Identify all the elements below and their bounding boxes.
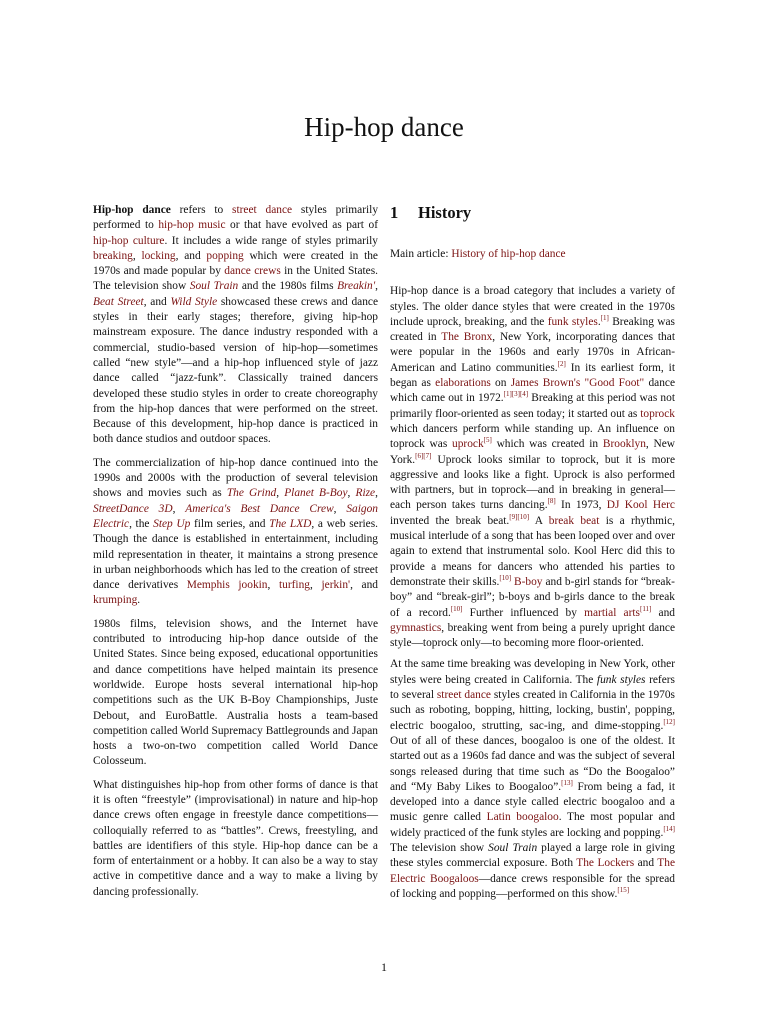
article-link[interactable]: krumping xyxy=(93,594,138,607)
article-link[interactable]: DJ Kool Herc xyxy=(606,499,675,512)
article-link[interactable]: toprock xyxy=(640,407,675,420)
article-link[interactable]: The Bronx xyxy=(441,331,493,344)
citation-link[interactable]: [14] xyxy=(663,824,675,833)
intro-paragraph: Hip-hop dance refers to street dance styles primarily performed to hip-hop music or that have evolved as part of hip-hop culture. It includes a wide range of styles primarily breaking, locking, and popping which were created in the 1970s and made popular by dance crews in the United States. The television show Soul Train and the 1980s films Breakin', Beat Street, and Wild Style showcased these crews and dance styles in their early stages; therefore, giving hip-hop mainstream exposure. The dance industry responded with a commercial, studio-based version of hip-hop—sometimes called “new style”—and a hip-hop influenced style of jazz dance called “jazz-funk”. Classically trained dancers developed these studio styles in order to create choreography from the hip-hop dances that were performed on the street. Because of this development, hip-hop dance is practiced in both dance studios and outdoor spaces. xyxy=(93,204,379,446)
article-link[interactable]: Latin boogaloo xyxy=(486,811,559,824)
article-link[interactable]: The Grind xyxy=(226,487,277,500)
article-link[interactable]: popping xyxy=(206,249,244,262)
article-link[interactable]: hip-hop culture xyxy=(93,234,165,247)
main-article-prefix: Main article: xyxy=(390,248,452,260)
page-title: Hip-hop dance xyxy=(304,112,464,142)
article-link[interactable]: breaking xyxy=(93,249,133,262)
article-link[interactable]: B-boy xyxy=(514,575,543,588)
article-link[interactable]: break beat xyxy=(548,514,600,527)
article-link[interactable]: funk styles xyxy=(547,315,598,328)
citation-link[interactable]: [2] xyxy=(557,359,566,368)
main-article-note xyxy=(390,247,675,262)
article-link[interactable]: The Lockers xyxy=(576,857,635,870)
section-number: 1 xyxy=(390,203,399,222)
right-column xyxy=(390,203,675,908)
citation-link[interactable]: [1] xyxy=(600,314,609,323)
italic-term: Soul Train xyxy=(488,841,538,854)
article-link[interactable]: James Brown's "Good Foot" xyxy=(510,377,645,390)
section-title: History xyxy=(418,203,472,222)
citation-link[interactable]: [1][3][4] xyxy=(503,390,529,399)
citation-link[interactable]: [5] xyxy=(483,436,492,445)
citation-link[interactable]: [13] xyxy=(561,779,573,787)
article-link[interactable]: The Electric Boogaloos xyxy=(390,857,676,885)
article-link[interactable]: turfing xyxy=(278,579,310,592)
article-link[interactable]: Wild Style xyxy=(170,295,218,308)
article-link[interactable]: street dance xyxy=(232,204,293,216)
citation-link[interactable]: [10] xyxy=(450,604,463,613)
italic-term: funk styles xyxy=(596,673,646,686)
body-paragraph: At the same time breaking was developing in New York, other styles were being created in California. The funk styles refers to several street dance styles created in California in the 1970s such as roboting, bopping, hitting, locking, bustin', popping, electric boogaloo, strutting, sac-ing, and dime-stopping.[12] Out of all of these dances, boogaloo is one of the oldest. It started out as a 1960s fad dance and was the subject of several songs released during that time such as “Do the Boogaloo” and “My Baby Likes to Boogaloo”.[13] From being a fad, it developed into a dance style called electric boogaloo and a music genre called Latin boogaloo. The most popular and widely practiced of the funk styles are locking and popping.[14] The television show Soul Train played a large role in giving these styles commercial exposure. Both The Lockers and The Electric Boogaloos—dance crews responsible for the spread of locking and popping—performed on this show.[15] xyxy=(390,658,676,900)
main-article-link[interactable]: History of hip-hop dance xyxy=(451,248,566,260)
citation-link[interactable]: [11] xyxy=(639,604,652,613)
bold-term: Hip-hop dance xyxy=(93,204,171,216)
article-link[interactable]: jerkin' xyxy=(321,579,351,592)
article-link[interactable]: street dance xyxy=(436,689,491,702)
body-paragraph: The commercialization of hip-hop dance continued into the 1990s and 2000s with the production of several television shows and movies such as The Grind, Planet B-Boy, Rize, StreetDance 3D, America's Best Dance Crew, Saigon Electric, the Step Up film series, and The LXD, a web series. Though the dance is established in entertainment, including mild representation in theater, it maintains a strong presence in urban neighborhoods which has led to the creation of street dance derivatives Memphis jookin, turfing, jerkin', and krumping. xyxy=(93,456,378,607)
citation-link[interactable]: [6][7] xyxy=(415,451,432,460)
article-link[interactable]: Rize xyxy=(355,487,376,500)
article-link[interactable]: Beat Street xyxy=(93,295,144,308)
citation-link[interactable]: [8] xyxy=(547,497,556,506)
citation-link[interactable]: [15] xyxy=(617,886,630,895)
article-link[interactable]: hip-hop music xyxy=(158,219,226,232)
body-paragraph: Hip-hop dance is a broad category that includes a variety of styles. The older dance styles that were created in the 1970s include uprock, breaking, and the funk styles.[1] Breaking was created in The Bronx, New York, incorporating dances that were popular in the 1960s and early 1970s in African-American and Latino communities.[2] In its earliest form, it began as elaborations on James Brown's "Good Foot" dance which came out in 1972.[1][3][4] Breaking at this period was not primarily floor-oriented as seen today; it started out as toprock which dancers perform while standing up. An influence on toprock was uprock[5] which was created in Brooklyn, New York.[6][7] Uprock looks similar to toprock, but it is more aggressive and looks like a fight. Uprock is also performed with partners, but in toprock—and in breaking in general—each person takes turns dancing.[8] In 1973, DJ Kool Herc invented the break beat.[9][10] A break beat is a rhythmic, musical interlude of a song that has been looped over and over again to extend that instrumental solo. Kool Herc did this to provide a means for dancers who attended his parties to demonstrate their skills.[10] B-boy and b-girl stands for “break-boy” and “break-girl”; b-boys and b-girls dance to the break of a record.[10] Further influenced by martial arts[11] and gymnastics, breaking went from being a purely upright dance style—toprock only—to becoming more floor-oriented. xyxy=(390,285,676,650)
article-link[interactable]: Breakin' xyxy=(337,280,376,293)
article-link[interactable]: Step Up xyxy=(153,517,191,530)
article-link[interactable]: Memphis jookin xyxy=(186,579,268,592)
article-link[interactable]: StreetDance 3D xyxy=(93,502,173,515)
page-number: 1 xyxy=(381,960,387,974)
article-link[interactable]: dance crews xyxy=(224,265,281,278)
section-heading-history xyxy=(390,203,675,223)
article-link[interactable]: uprock xyxy=(452,438,484,451)
citation-link[interactable]: [10] xyxy=(499,574,512,583)
article-link[interactable]: Soul Train xyxy=(189,280,239,293)
article-link[interactable]: Brooklyn xyxy=(602,438,646,451)
article-link[interactable]: America's Best Dance Crew xyxy=(185,502,334,515)
article-link[interactable]: elaborations xyxy=(435,377,491,390)
article-link[interactable]: locking xyxy=(141,249,176,262)
article-link[interactable]: Saigon Electric xyxy=(93,502,378,530)
body-paragraph: What distinguishes hip-hop from other forms of dance is that it is often “freestyle” (improvisational) in nature and hip-hop dance crews often engage in freestyle dance competitions—colloquially referred to as “battles”. Crews, freestyling, and battles are identifiers of this style. Hip-hop dance can be a form of entertainment or a hobby. It can also be a way to stay active in competitive dance and a way to make a living by dancing professionally. xyxy=(93,778,378,898)
article-link[interactable]: gymnastics xyxy=(390,621,442,634)
article-link[interactable]: Planet B-Boy xyxy=(284,487,348,500)
body-paragraph: 1980s films, television shows, and the Internet have contributed to introducing hip-hop dance outside of the United States. Since being exposed, educational opportunities and dance competitions have helped maintain its presence worldwide. Europe hosts several international hip-hop competitions such as the UK B-Boy Championships, Juste Debout, and EuroBattle. Australia hosts a team-based competition called World Supremacy Battlegrounds and Japan hosts a two-on-two competition called World Dance Colosseum. xyxy=(93,617,378,768)
article-link[interactable]: martial arts xyxy=(584,606,640,619)
citation-link[interactable]: [12] xyxy=(663,717,675,726)
left-column xyxy=(93,203,378,908)
article-link[interactable]: The LXD xyxy=(269,517,312,530)
citation-link[interactable]: [9][10] xyxy=(509,512,530,521)
